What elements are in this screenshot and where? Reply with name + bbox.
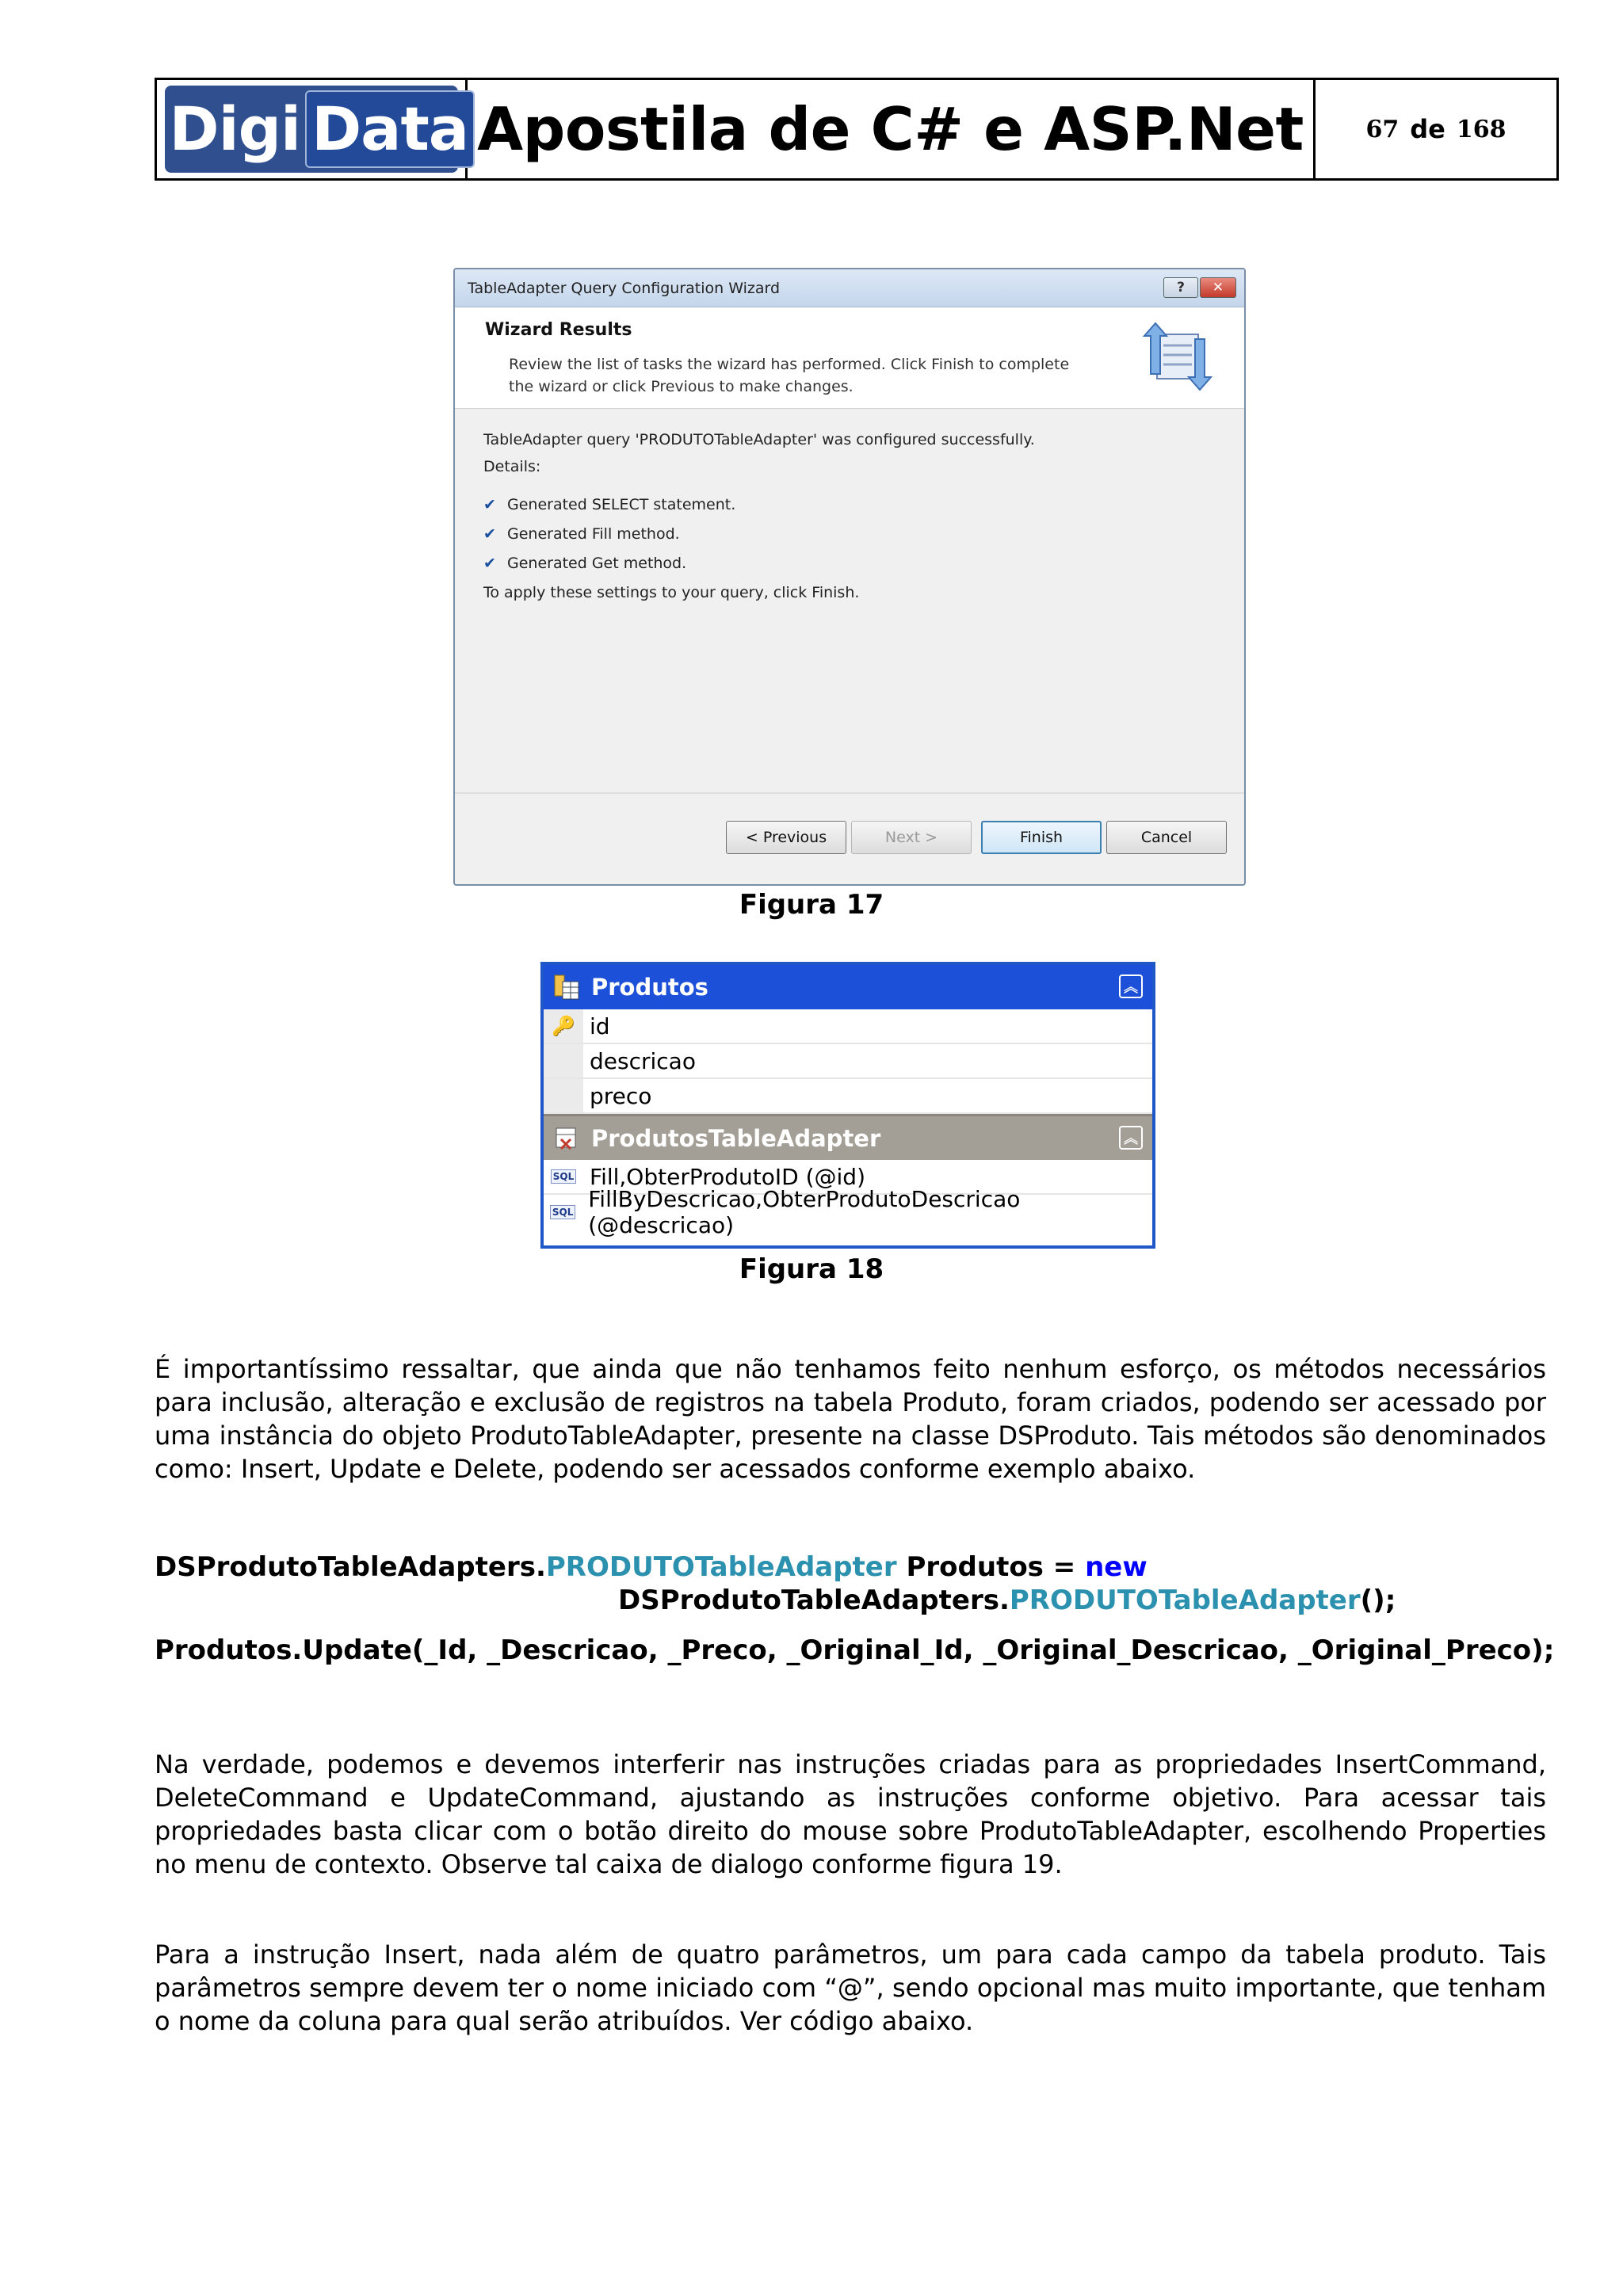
result-item bbox=[483, 519, 1244, 548]
result-item bbox=[483, 490, 1244, 519]
code-keyword: new bbox=[1085, 1551, 1148, 1583]
check-icon: ✔ bbox=[483, 495, 496, 513]
apply-instructions: To apply these settings to your query, click Finish. bbox=[483, 584, 860, 601]
check-icon: ✔ bbox=[483, 554, 496, 572]
logo-word-digi: Digi bbox=[169, 93, 301, 164]
details-label: Details: bbox=[483, 458, 541, 475]
code-text: Produtos = bbox=[896, 1551, 1086, 1583]
wizard-window-title: TableAdapter Query Configuration Wizard bbox=[468, 279, 781, 297]
code-namespace: DSProdutoTableAdapters. bbox=[618, 1585, 1010, 1616]
title-cell bbox=[468, 80, 1316, 178]
paragraph-insert-params: Para a instrução Insert, nada além de quatro parâmetros, um para cada campo da tabela produto. Tais parâmetros sempre devem ter o nome iniciado com “@”, sendo opcional mas muito importante, que tenham o nome da coluna para qual serão atribuídos. Ver código abaixo. bbox=[155, 1939, 1546, 2036]
page-total: 168 bbox=[1456, 115, 1507, 143]
result-item-text: Generated Get method. bbox=[507, 554, 687, 572]
wizard-button-bar bbox=[455, 792, 1244, 884]
wizard-description: Review the list of tasks the wizard has performed. Click Finish to complete the wizard or click Previous to make changes. bbox=[509, 356, 1070, 395]
code-type: PRODUTOTableAdapter bbox=[545, 1551, 897, 1583]
query-row[interactable] bbox=[544, 1186, 1152, 1238]
code-type: PRODUTOTableAdapter bbox=[1009, 1585, 1361, 1616]
query-config-wizard-window bbox=[453, 268, 1246, 886]
code-namespace: DSProdutoTableAdapters. bbox=[155, 1551, 546, 1583]
tableadapter-icon bbox=[553, 1125, 580, 1152]
result-item-text: Generated Fill method. bbox=[507, 524, 680, 543]
previous-button[interactable]: < Previous bbox=[726, 821, 846, 854]
close-button[interactable]: ✕ bbox=[1200, 277, 1236, 298]
datatable-name: Produtos bbox=[591, 974, 708, 1001]
page-number bbox=[1316, 80, 1556, 178]
wizard-arrows-icon bbox=[1140, 318, 1216, 395]
page-separator: de bbox=[1410, 114, 1445, 144]
row-gutter bbox=[544, 1079, 583, 1112]
page-header bbox=[155, 78, 1559, 181]
column-row[interactable] bbox=[544, 1044, 1152, 1079]
sql-query-icon: SQL bbox=[544, 1195, 582, 1230]
code-line: Produtos.Update(_Id, _Descricao, _Preco, _Original_Id, _Original_Descricao, _Original_Preco); bbox=[155, 1634, 1555, 1666]
result-item-text: Generated SELECT statement. bbox=[507, 495, 736, 513]
page-current: 67 bbox=[1365, 115, 1400, 143]
check-icon: ✔ bbox=[483, 524, 496, 543]
tableadapter-header[interactable] bbox=[544, 1114, 1152, 1160]
column-row[interactable] bbox=[544, 1009, 1152, 1044]
figure-17-caption: Figura 17 bbox=[739, 889, 884, 921]
wizard-banner bbox=[455, 307, 1244, 409]
column-name: preco bbox=[590, 1082, 652, 1109]
collapse-icon[interactable]: ︽ bbox=[1119, 1126, 1143, 1150]
finish-button[interactable]: Finish bbox=[981, 821, 1102, 854]
wizard-titlebar bbox=[455, 269, 1244, 307]
row-gutter bbox=[544, 1044, 583, 1077]
tableadapter-name: ProdutosTableAdapter bbox=[591, 1124, 881, 1152]
column-name: descricao bbox=[590, 1047, 696, 1074]
success-message: TableAdapter query 'PRODUTOTableAdapter' was configured successfully. bbox=[483, 431, 1035, 448]
document-title: Apostila de C# e ASP.Net bbox=[477, 94, 1304, 164]
collapse-icon[interactable]: ︽ bbox=[1119, 974, 1143, 998]
column-row[interactable] bbox=[544, 1079, 1152, 1114]
logo-word-box bbox=[305, 90, 475, 168]
figure-18-caption: Figura 18 bbox=[739, 1253, 884, 1285]
wizard-heading: Wizard Results bbox=[485, 320, 632, 340]
paragraph-methods-intro: É importantíssimo ressaltar, que ainda que não tenhamos feito nenhum esforço, os métodos necessários para inclusão, alteração e exclusão de registros na tabela Produto, foram criados, podendo ser acessado por uma instância do objeto ProdutoTableAdapter, presente na classe DSProduto. Tais métodos são denominados como: Insert, Update e Delete, podendo ser acessados conforme exemplo abaixo. bbox=[155, 1354, 1546, 1484]
primary-key-icon: 🔑 bbox=[544, 1009, 583, 1043]
column-name: id bbox=[590, 1013, 610, 1039]
logo-word-data: Data bbox=[311, 93, 469, 164]
digidata-logo bbox=[165, 86, 469, 173]
help-button[interactable]: ? bbox=[1163, 277, 1198, 298]
next-button[interactable]: Next > bbox=[851, 821, 972, 854]
code-line bbox=[155, 1550, 1148, 1584]
code-line bbox=[618, 1584, 1396, 1617]
code-text: (); bbox=[1360, 1585, 1396, 1616]
wizard-body bbox=[455, 409, 1244, 601]
datatable-header[interactable] bbox=[544, 965, 1152, 1009]
dataset-designer-table bbox=[540, 962, 1155, 1249]
result-item bbox=[483, 548, 1244, 578]
paragraph-commands: Na verdade, podemos e devemos interferir nas instruções criadas para as propriedades InsertCommand, DeleteCommand e UpdateCommand, ajustando as instruções conforme objetivo. Para acessar tais propriedades basta clicar com o botão direito do mouse sobre ProdutoTableAdapter, escolhendo Properties no menu de contexto. Observe tal caixa de dialogo conforme figura 19. bbox=[155, 1749, 1546, 1879]
sql-query-icon: SQL bbox=[544, 1160, 583, 1193]
query-name: FillByDescricao,ObterProdutoDescricao (@descricao) bbox=[588, 1186, 1021, 1238]
cancel-button[interactable]: Cancel bbox=[1106, 821, 1227, 854]
query-name: Fill,ObterProdutoID (@id) bbox=[590, 1163, 866, 1190]
logo-cell bbox=[157, 80, 468, 178]
datatable-icon bbox=[553, 974, 580, 1001]
